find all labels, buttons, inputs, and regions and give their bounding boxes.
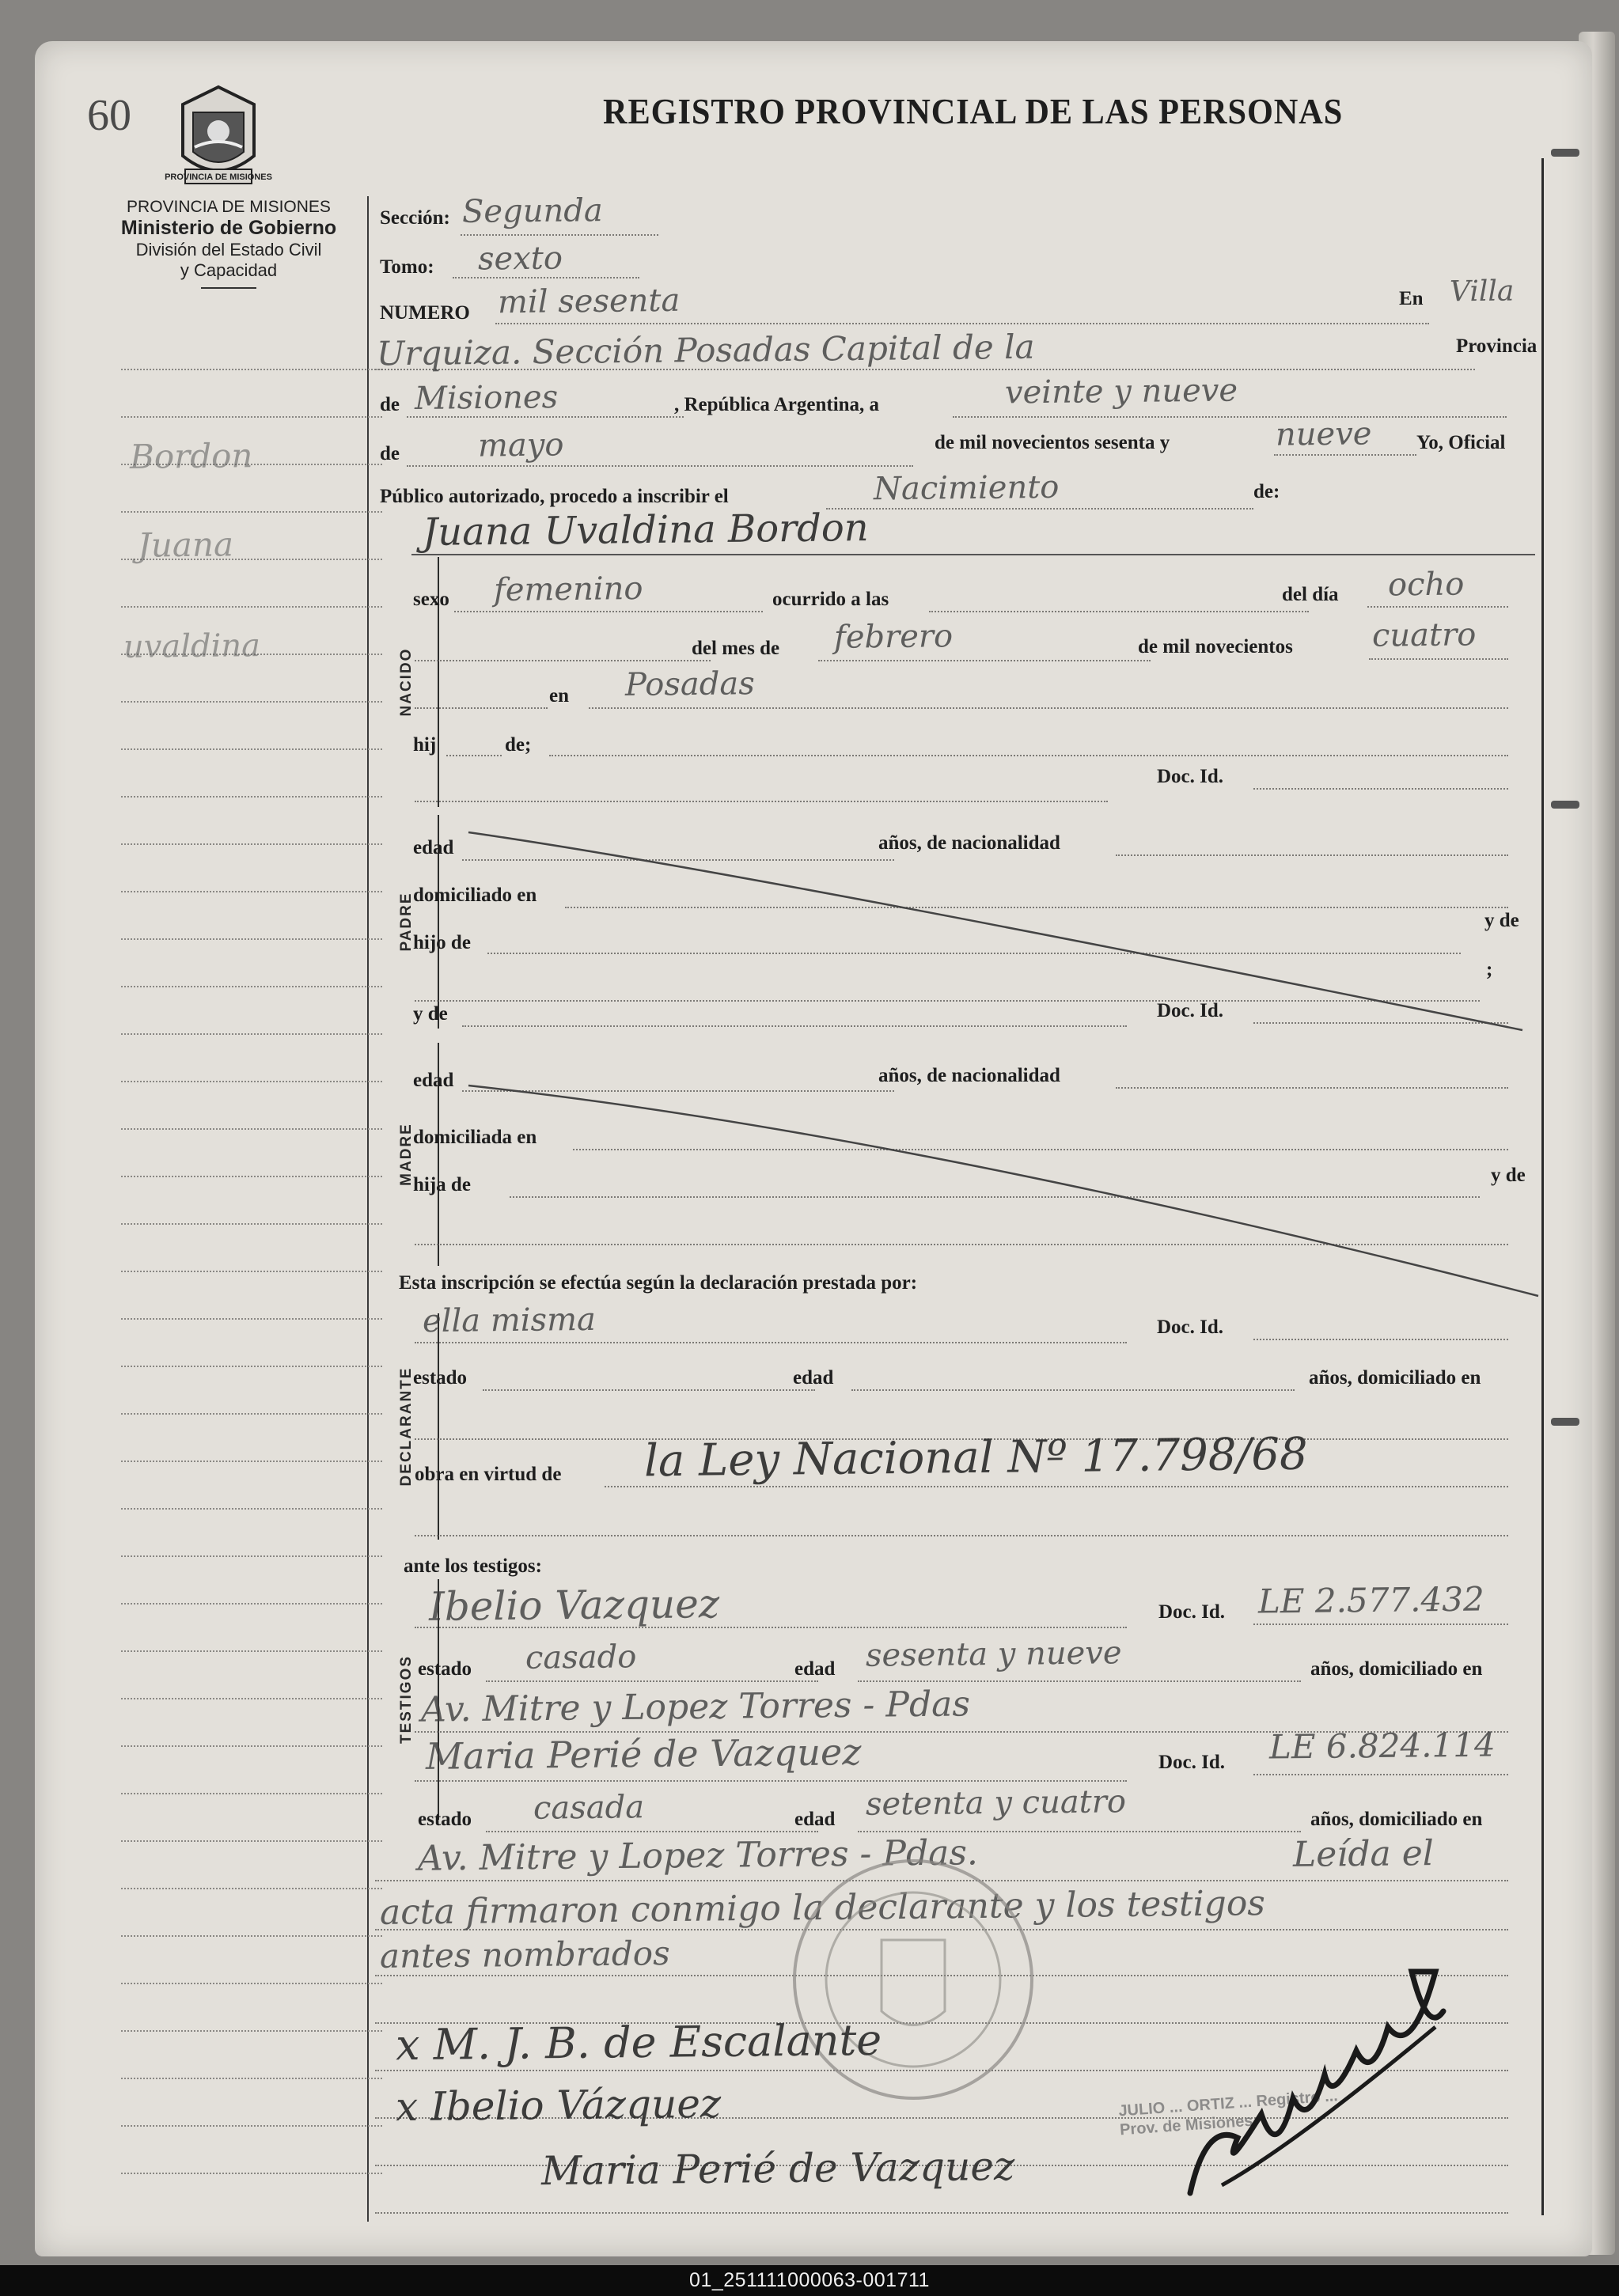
seccion-value: Segunda (461, 192, 603, 230)
witness1-estado-label: estado (418, 1658, 472, 1680)
document-title: REGISTRO PROVINCIAL DE LAS PERSONAS (603, 91, 1344, 131)
numero-value: mil sesenta (497, 282, 681, 321)
declarante-section-label: DECLARANTE (398, 1366, 415, 1487)
ocurrido-label: ocurrido a las (772, 589, 889, 610)
hij-label: hij (413, 734, 437, 756)
witness2-doc: LE 6.824.114 (1268, 1725, 1496, 1767)
birth-month: febrero (833, 618, 954, 656)
witness1-doc-label: Doc. Id. (1158, 1601, 1226, 1623)
margin-note-first-name: Juana (137, 525, 234, 565)
testigos-section-label: TESTIGOS (398, 1654, 415, 1745)
witness1-domicilio: Av. Mitre y Lopez Torres - Pdas (420, 1684, 971, 1730)
binding-staple (1551, 801, 1579, 809)
binding-staple (1551, 1418, 1579, 1426)
padre-yde-label: y de (1484, 910, 1519, 931)
en-label: En (1399, 288, 1424, 309)
padre-semicolon: ; (1486, 959, 1493, 980)
declarante-name: ella misma (422, 1301, 597, 1340)
signature-witness2: Maria Perié de Vazquez (540, 2143, 1015, 2195)
act-type: Nacimiento (873, 468, 1060, 508)
year-label: de mil novecientos sesenta y (935, 432, 1170, 453)
testigos-intro: ante los testigos: (404, 1555, 542, 1577)
padre-hijo-label: hijo de (413, 932, 471, 953)
signature-declarante: x M. J. B. de Escalante (395, 2014, 882, 2071)
official-signature (1174, 1924, 1467, 2209)
witness2-name: Maria Perié de Vazquez (425, 1730, 862, 1778)
closing-note-3: antes nombrados (379, 1934, 670, 1976)
sexo-value: femenino (493, 570, 643, 608)
agency-division: División del Estado Civil (135, 240, 322, 260)
madre-domicilio-label: domiciliada en (413, 1127, 537, 1148)
del-dia-label: del día (1282, 584, 1339, 605)
emblem-label: PROVINCIA DE MISIONES (165, 172, 272, 182)
witness2-estado-label: estado (418, 1809, 472, 1830)
mes-label: del mes de (692, 638, 780, 659)
tomo-value: sexto (477, 240, 563, 278)
witness1-doc: LE 2.577.432 (1257, 1579, 1484, 1621)
numero-label: NUMERO (380, 302, 470, 324)
padre-edad-label: edad (413, 837, 454, 858)
declarante-domicilio-label: años, domiciliado en (1309, 1367, 1481, 1389)
birth-place: Posadas (624, 665, 755, 703)
padre-section-label: PADRE (398, 892, 415, 952)
obra-label: obra en virtud de (415, 1464, 562, 1485)
declarante-edad-label: edad (793, 1367, 834, 1389)
closing-note-2: acta firmaron conmigo la declarante y los testigos (379, 1883, 1266, 1933)
closing-note-1: Leída el (1292, 1833, 1435, 1875)
margin-note-second-name: uvaldina (123, 627, 261, 665)
official-seal-stamp (771, 1845, 1056, 2114)
witness2-edad: setenta y cuatro (865, 1783, 1127, 1823)
nacido-doc-label: Doc. Id. (1157, 766, 1224, 787)
witness1-name: Ibelio Vazquez (428, 1581, 720, 1630)
madre-section-label: MADRE (398, 1123, 415, 1186)
witness2-doc-label: Doc. Id. (1158, 1752, 1226, 1773)
de-colon-label: de: (1253, 481, 1280, 502)
declarante-doc-label: Doc. Id. (1157, 1317, 1224, 1338)
madre-doc-label: Doc. Id. (1157, 1000, 1224, 1021)
agency-province: PROVINCIA DE MISIONES (127, 198, 331, 216)
register-page (35, 41, 1592, 2256)
tomo-label: Tomo: (380, 256, 434, 278)
provincia-label: Provincia (1456, 335, 1537, 357)
agency-capacity: y Capacidad (180, 260, 278, 280)
binding-staple (1551, 149, 1579, 157)
en-value: Villa (1449, 275, 1515, 309)
page-number: 60 (87, 91, 131, 140)
declarante-estado-label: estado (413, 1367, 468, 1389)
locality-value: Urquiza. Sección Posadas Capital de la (376, 327, 1035, 373)
province-value: Misiones (414, 379, 559, 417)
birth-year-label: de mil novecientos (1138, 636, 1293, 657)
image-identifier: 01_251111000063-001711 (0, 2265, 1619, 2296)
padre-domicilio-label: domiciliado en (413, 885, 537, 906)
birth-day: ocho (1387, 566, 1465, 604)
registrant-name: Juana Uvaldina Bordon (422, 506, 869, 555)
oficial-label: Yo, Oficial (1416, 432, 1506, 453)
hij-de-label: de; (505, 734, 532, 756)
nacido-section-label: NACIDO (398, 647, 415, 717)
publico-label: Público autorizado, procedo a inscribir el (380, 486, 729, 507)
de-label: de (380, 394, 400, 415)
seccion-label: Sección: (380, 207, 450, 229)
registration-month: mayo (477, 426, 564, 464)
agency-ministry: Ministerio de Gobierno (120, 217, 337, 239)
obra-value: la Ley Nacional Nº 17.798/68 (643, 1428, 1308, 1487)
de-label-2: de (380, 443, 400, 464)
witness2-domicilio-label: años, domiciliado en (1310, 1809, 1483, 1830)
registration-year: nueve (1275, 415, 1372, 453)
madre-yde-label: y de (413, 1003, 448, 1025)
witness2-estado: casada (533, 1789, 645, 1827)
signature-witness1: x Ibelio Vázquez (395, 2080, 722, 2131)
sexo-label: sexo (413, 589, 449, 610)
witness1-edad-label: edad (794, 1658, 836, 1680)
registration-day: veinte y nueve (1004, 372, 1238, 411)
official-stamp-text: JULIO ... ORTIZ ... Registro ... Prov. de Misiones (1117, 2087, 1339, 2139)
margin-note-surname: Bordon (129, 436, 253, 476)
madre-hija-label: hija de (413, 1174, 471, 1195)
en-place-label: en (549, 685, 569, 707)
witness2-domicilio: Av. Mitre y Lopez Torres - Pdas. (417, 1832, 979, 1879)
witness2-edad-label: edad (794, 1809, 836, 1830)
birth-year: cuatro (1371, 616, 1477, 654)
madre-yde2-label: y de (1491, 1165, 1526, 1186)
padre-nacionalidad-label: años, de nacionalidad (878, 832, 1060, 854)
declarante-intro: Esta inscripción se efectúa según la declaración prestada por: (399, 1272, 918, 1294)
witness1-estado: casado (525, 1639, 637, 1677)
republica-label: , República Argentina, a (674, 394, 880, 415)
witness1-edad: sesenta y nueve (865, 1635, 1122, 1674)
madre-edad-label: edad (413, 1070, 454, 1091)
witness1-domicilio-label: años, domiciliado en (1310, 1658, 1483, 1680)
madre-nacionalidad-label: años, de nacionalidad (878, 1065, 1060, 1086)
